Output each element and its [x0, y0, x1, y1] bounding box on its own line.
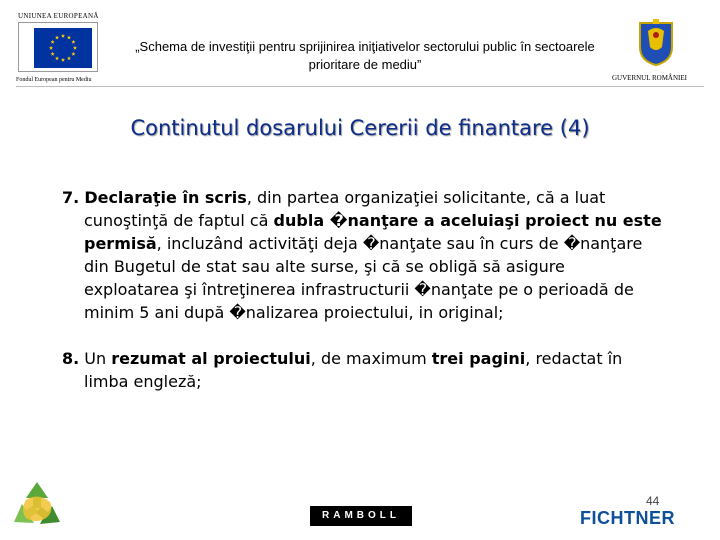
item-text: , din partea organizaţiei solicitante, că a luat cunoştinţă de faptul că: [84, 188, 606, 230]
list-item: [62, 186, 662, 324]
fichtner-logo: FICHTNER: [580, 508, 675, 528]
eu-fund-label: Fondul European pentru Mediu: [16, 77, 92, 83]
item-bold-text: rezumat al proiectului: [111, 349, 311, 368]
list-item: [62, 347, 662, 393]
item-bold-text: dubla �nanţare a aceluiaşi proiect nu este permisă: [84, 211, 662, 253]
header-divider: [16, 86, 704, 87]
ramboll-logo: RAMBOLL: [310, 506, 412, 526]
item-bold-text: Declaraţie în scris: [84, 188, 247, 207]
recycle-romania-logo-icon: [8, 478, 66, 536]
page-number: 44: [646, 494, 660, 508]
item-text: Un: [79, 349, 112, 368]
item-text: , de maximum: [310, 349, 432, 368]
eu-label: UNIUNEA EUROPEANĂ: [18, 12, 99, 20]
government-label: GUVERNUL ROMÂNIEI: [612, 74, 687, 82]
program-title: „Schema de investiţii pentru sprijinirea iniţiativelor sectorului public în sectoarele prioritare de mediu”: [135, 39, 595, 72]
item-text: , incluzând activităţi deja �nanţate sau în curs de �nanţare din Bugetul de stat sau alte surse, şi că se obligă să asigure exploatarea şi întreţinerea infrastructurii �nanţate pe o perioadă de minim 5 ani după �nalizarea proiectului, in original;: [84, 234, 643, 322]
slide-title: Continutul dosarului Cererii de finantare (4): [130, 116, 590, 140]
item-bold-text: trei pagini: [431, 349, 526, 368]
item-number: 8.: [62, 349, 80, 368]
item-text: , redactat în limba engleză;: [84, 349, 623, 391]
body-text: [62, 186, 662, 416]
romania-coat-of-arms-icon: [636, 17, 676, 67]
item-number: 7.: [62, 188, 80, 207]
eu-flag-icon: [34, 28, 92, 68]
